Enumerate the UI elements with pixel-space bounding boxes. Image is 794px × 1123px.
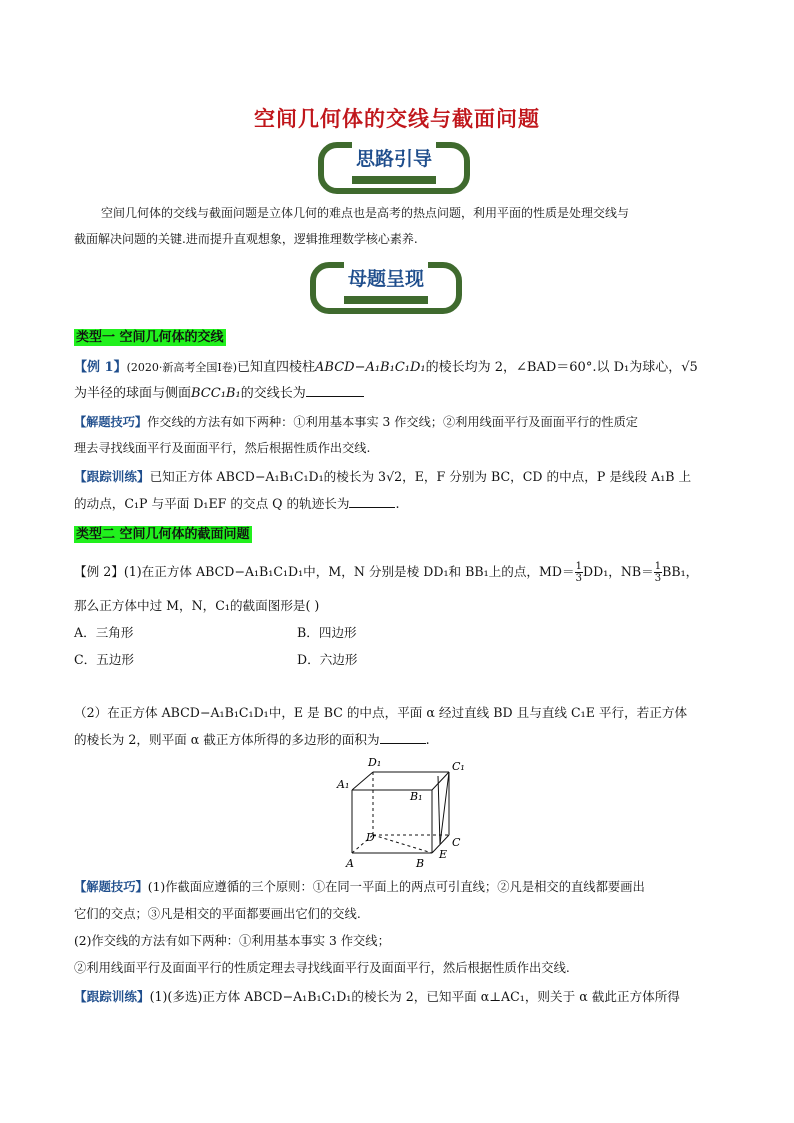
intro-line-2: 截面解决问题的关键.进而提升直观想象，逻辑推理数学核心素养. (74, 232, 418, 246)
frac-den: 3 (654, 573, 662, 584)
text: (1)(多选)正方体 ABCD−A₁B₁C₁D₁的棱长为 2，已知平面 α⊥AC₁，则关于 α 截此正方体所得 (149, 989, 680, 1004)
practice-tag: 【跟踪训练】 (74, 469, 150, 484)
text: DD₁，NB＝ (583, 564, 654, 579)
section-heading-text: 类型一 空间几何体的交线 (76, 330, 224, 345)
label-b: B (416, 857, 425, 870)
tip-tag: 【解题技巧】 (74, 415, 148, 429)
example-tag: 【例 1】 (74, 360, 127, 375)
label-c1: C₁ (452, 760, 465, 773)
example2-part2-line-2 (74, 727, 430, 753)
example1-line-2 (74, 381, 364, 407)
label-e: E (439, 848, 448, 861)
label-a: A (346, 857, 354, 870)
diagonal-bd-hidden (373, 835, 432, 853)
segment-section (438, 776, 440, 844)
tip2-line-3: (2)作交线的方法有如下两种：①利用基本事实 3 作交线； (74, 934, 390, 948)
text: BB₁， (662, 564, 699, 579)
fraction-one-third (575, 561, 583, 584)
label-a1: A₁ (337, 778, 350, 791)
cube-figure (332, 756, 472, 876)
label-d: D (366, 831, 375, 844)
tip1-line-1 (74, 409, 638, 435)
frac-num: 1 (575, 561, 582, 572)
example2-line-2: 那么正方体中过 M，N，C₁的截面图形是( ) (74, 598, 320, 613)
practice2-line-1 (74, 984, 680, 1010)
tip-tag: 【解题技巧】 (74, 879, 148, 894)
label-c: C (452, 836, 461, 849)
intro-line-1: 空间几何体的交线与截面问题是立体几何的难点也是高考的热点问题，利用平面的性质是处理交线与 (101, 206, 630, 220)
text: 的棱长均为 2，∠BAD＝60°.以 D₁为球心， (425, 360, 682, 375)
answer-blank[interactable] (349, 495, 395, 508)
section-heading-text: 类型二 空间几何体的截面问题 (76, 527, 250, 542)
text: . (425, 732, 430, 747)
segment-c1-e (440, 772, 449, 844)
text: 已知正方体 ABCD−A₁B₁C₁D₁的棱长为 3 (149, 469, 387, 484)
example-tag: 【例 2】 (74, 564, 124, 579)
section-heading-type1 (74, 326, 226, 345)
math-radical: √2 (386, 469, 403, 484)
answer-blank[interactable] (380, 731, 426, 744)
answer-blank[interactable] (306, 384, 364, 397)
label-d1: D₁ (368, 756, 382, 769)
math-prism: ABCD−A₁B₁C₁D₁ (315, 360, 426, 375)
option-a[interactable]: A．三角形 (74, 625, 134, 640)
frac-num: 1 (654, 561, 662, 572)
label-b1: B₁ (410, 790, 423, 803)
example1-line-1 (74, 355, 698, 381)
practice1-line-2 (74, 491, 400, 517)
text: 作交线的方法有如下两种：①利用基本事实 3 作交线；②利用线面平行及面面平行的性质定 (147, 415, 638, 429)
math-face: BCC₁B₁ (191, 386, 241, 401)
example2-line-1 (74, 559, 698, 585)
text: . (395, 496, 400, 511)
frac-den: 3 (575, 573, 582, 584)
edge-a1-d1 (352, 772, 373, 790)
option-c[interactable]: C．五边形 (74, 652, 135, 667)
practice1-line-1 (74, 464, 691, 490)
option-d[interactable]: D．六边形 (297, 652, 358, 667)
edge-b1-c1 (432, 772, 449, 790)
tip2-line-2: 它们的交点；③凡是相交的平面都要画出它们的交线. (74, 907, 361, 921)
tip2-line-4: ②利用线面平行及面面平行的性质定理去寻找线面平行及面面平行，然后根据性质作出交线. (74, 961, 570, 975)
tip2-line-1 (74, 874, 645, 900)
text: 已知直四棱柱 (237, 360, 316, 375)
text: (1)作截面应遵循的三个原则：①在同一平面上的两点可引直线；②凡是相交的直线都要画出 (147, 880, 645, 894)
section-heading-type2 (74, 523, 252, 542)
banner-label: 母题呈现 (347, 268, 424, 290)
text: 为半径的球面与侧面 (74, 386, 192, 401)
option-b[interactable]: B．四边形 (297, 625, 357, 640)
banner-label: 思路引导 (355, 148, 432, 170)
page-title: 空间几何体的交线与截面问题 (254, 107, 540, 131)
math-radius: √5 (681, 360, 698, 375)
banner-thinking-guide (318, 140, 470, 198)
fraction-one-third (654, 561, 662, 584)
text: 的交线长为 (240, 386, 306, 401)
text: 的动点，C₁P 与平面 D₁EF 的交点 Q 的轨迹长为 (74, 496, 350, 511)
text: (1)在正方体 ABCD−A₁B₁C₁D₁中，M，N 分别是棱 DD₁和 BB₁上的点，MD＝ (123, 564, 575, 579)
banner-mother-problem (310, 260, 462, 318)
tip1-line-2: 理去寻找线面平行及面面平行，然后根据性质作出交线. (74, 441, 371, 455)
practice-tag: 【跟踪训练】 (74, 989, 150, 1004)
example2-part2-line-1: （2）在正方体 ABCD−A₁B₁C₁D₁中，E 是 BC 的中点，平面 α 经过直线 BD 且与直线 C₁E 平行，若正方体 (74, 705, 688, 720)
text: ，E，F 分别为 BC，CD 的中点，P 是线段 A₁B 上 (402, 469, 692, 484)
example-source: (2020·新高考全国Ⅰ卷) (126, 361, 237, 374)
text: 的棱长为 2，则平面 α 截正方体所得的多边形的面积为 (74, 732, 380, 747)
